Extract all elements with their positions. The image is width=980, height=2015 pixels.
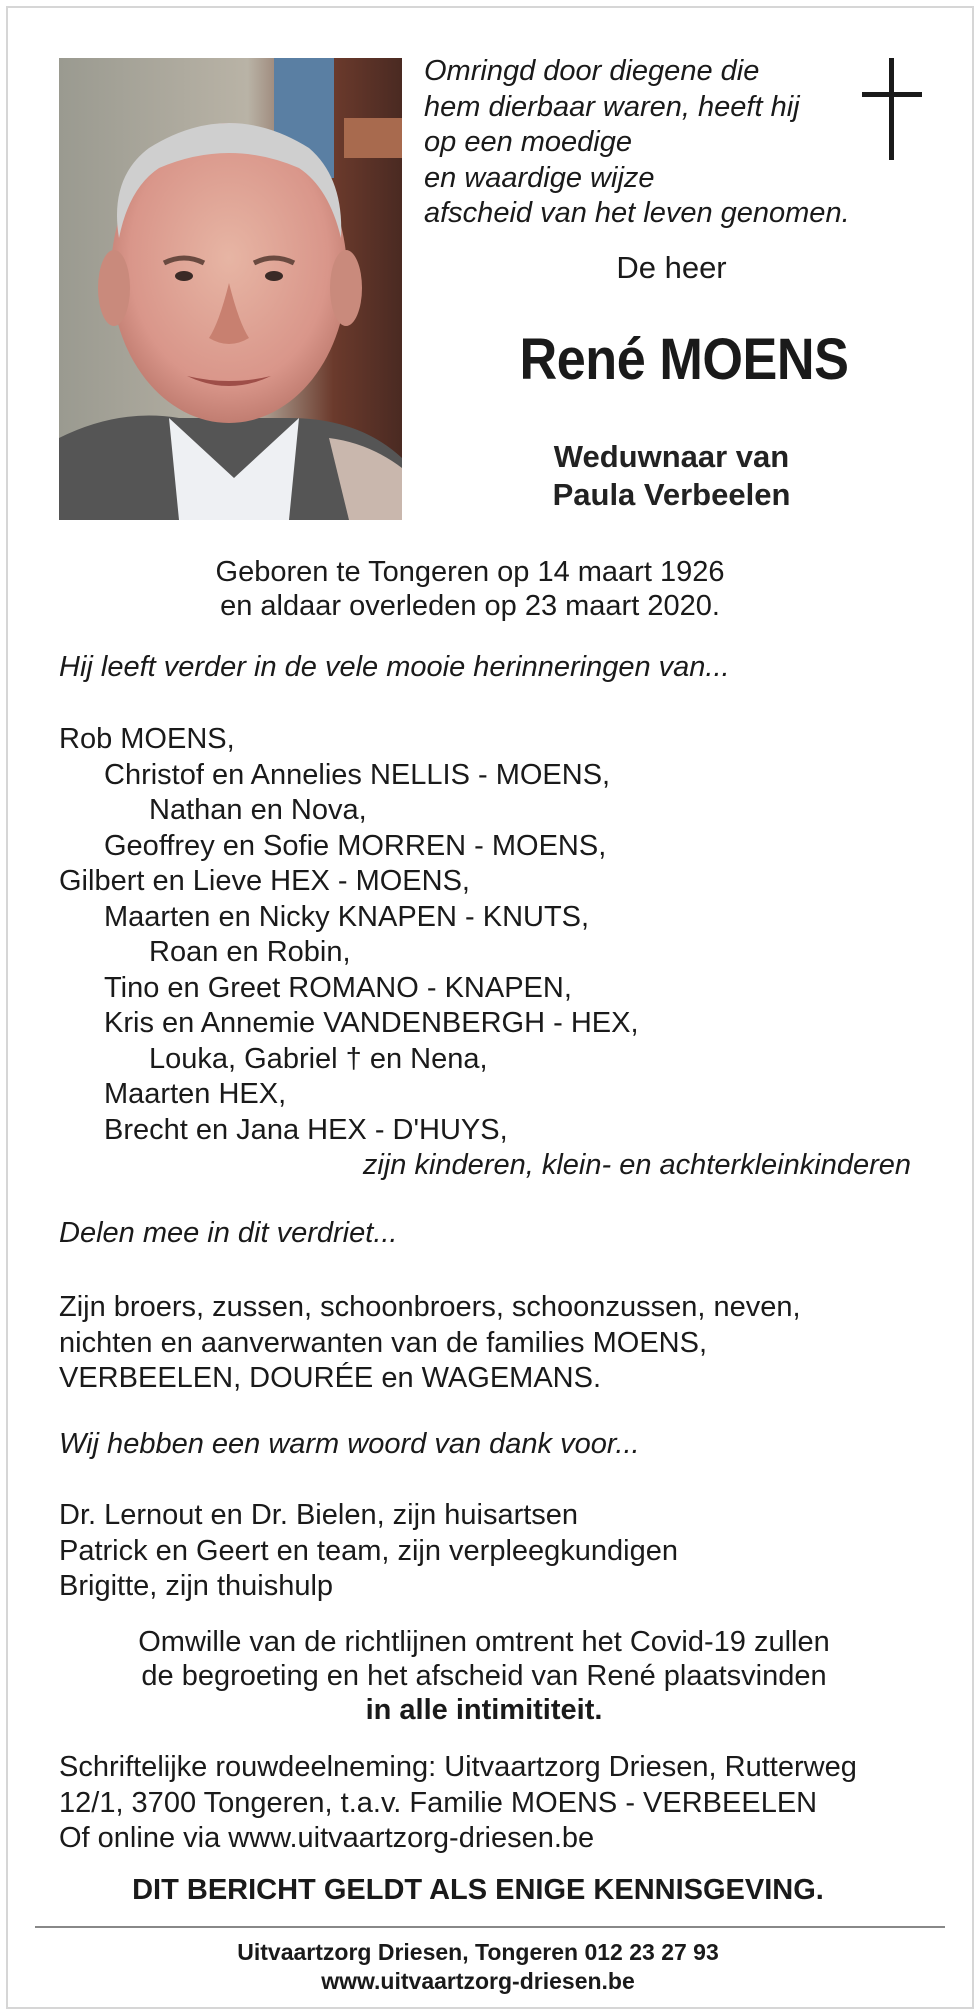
footer-website: www.uitvaartzorg-driesen.be	[321, 1968, 635, 1994]
deceased-name: René MOENS	[519, 327, 849, 392]
mourner-line: Kris en Annemie VANDENBERGH - HEX,	[104, 1007, 639, 1039]
family-text	[59, 1290, 919, 1397]
widow-line: Paula Verbeelen	[552, 477, 791, 512]
portrait-photo	[59, 58, 402, 520]
share-intro: Delen mee in dit verdriet...	[59, 1217, 398, 1249]
covid-emphasis: in alle intimititeit.	[365, 1694, 603, 1726]
condolence-line: Of online via www.uitvaartzorg-driesen.be	[59, 1822, 595, 1854]
intro-text	[424, 54, 864, 232]
mourner-line: Gilbert en Lieve HEX - MOENS,	[59, 865, 470, 897]
thanks-line: Patrick en Geert en team, zijn verpleegkundigen	[59, 1534, 679, 1567]
mourner-line: Rob MOENS,	[59, 723, 235, 755]
memories-intro: Hij leeft verder in de vele mooie herinneringen van...	[59, 651, 730, 683]
mourner-line: Maarten HEX,	[104, 1078, 287, 1110]
family-line: VERBEELEN, DOURÉE en WAGEMANS.	[59, 1362, 602, 1394]
family-line: nichten en aanverwanten van de families MOENS,	[59, 1326, 708, 1359]
condolence-line: Schriftelijke rouwdeelneming: Uitvaartzorg Driesen, Rutterweg	[59, 1751, 857, 1783]
mourner-line: Louka, Gabriel † en Nena,	[149, 1042, 488, 1075]
mourner-line: Brecht en Jana HEX - D'HUYS,	[104, 1113, 508, 1146]
thanks-intro: Wij hebben een warm woord van dank voor...	[59, 1428, 640, 1460]
cross-icon	[862, 58, 922, 160]
mourner-line: Maarten en Nicky KNAPEN - KNUTS,	[104, 900, 590, 933]
mourner-line: Geoffrey en Sofie MORREN - MOENS,	[104, 829, 607, 862]
covid-line: de begroeting en het afscheid van René plaatsvinden	[141, 1660, 827, 1692]
mourners-relation: zijn kinderen, klein- en achterkleinkinderen	[362, 1149, 911, 1181]
intro-line: hem dierbaar waren, heeft hij	[424, 90, 800, 123]
thanks-line: Brigitte, zijn thuishulp	[59, 1570, 334, 1602]
footer-contact: Uitvaartzorg Driesen, Tongeren 012 23 27 93	[237, 1939, 719, 1965]
mourner-line: Tino en Greet ROMANO - KNAPEN,	[104, 971, 572, 1004]
intro-line: op een moedige	[424, 126, 632, 158]
intro-line: en waardige wijze	[424, 161, 655, 194]
condolence-line: 12/1, 3700 Tongeren, t.a.v. Familie MOENS - VERBEELEN	[59, 1786, 818, 1819]
birth-line: Geboren te Tongeren op 14 maart 1926	[215, 556, 725, 588]
death-line: en aldaar overleden op 23 maart 2020.	[220, 590, 720, 622]
widow-of	[424, 438, 919, 514]
intro-line: Omringd door diegene die	[424, 55, 760, 87]
mourners-list	[59, 722, 911, 1184]
intro-line: afscheid van het leven genomen.	[424, 197, 850, 229]
mourner-line: Nathan en Nova,	[149, 794, 367, 826]
covid-line: Omwille van de richtlijnen omtrent het Covid-19 zullen	[138, 1626, 830, 1658]
footer-divider	[35, 1926, 945, 1928]
birth-death-info	[0, 555, 960, 623]
covid-notice	[0, 1625, 974, 1727]
mourner-line: Christof en Annelies NELLIS - MOENS,	[104, 758, 611, 791]
widow-line: Weduwnaar van	[553, 439, 790, 474]
thanks-list	[59, 1498, 678, 1605]
condolence-info	[59, 1750, 939, 1857]
family-line: Zijn broers, zussen, schoonbroers, schoonzussen, neven,	[59, 1291, 801, 1323]
mourner-line: Roan en Robin,	[149, 936, 351, 968]
notice-heading: DIT BERICHT GELDT ALS ENIGE KENNISGEVING.	[132, 1874, 824, 1906]
footer	[0, 1938, 968, 1996]
salutation: De heer	[616, 250, 727, 285]
thanks-line: Dr. Lernout en Dr. Bielen, zijn huisartsen	[59, 1499, 579, 1531]
